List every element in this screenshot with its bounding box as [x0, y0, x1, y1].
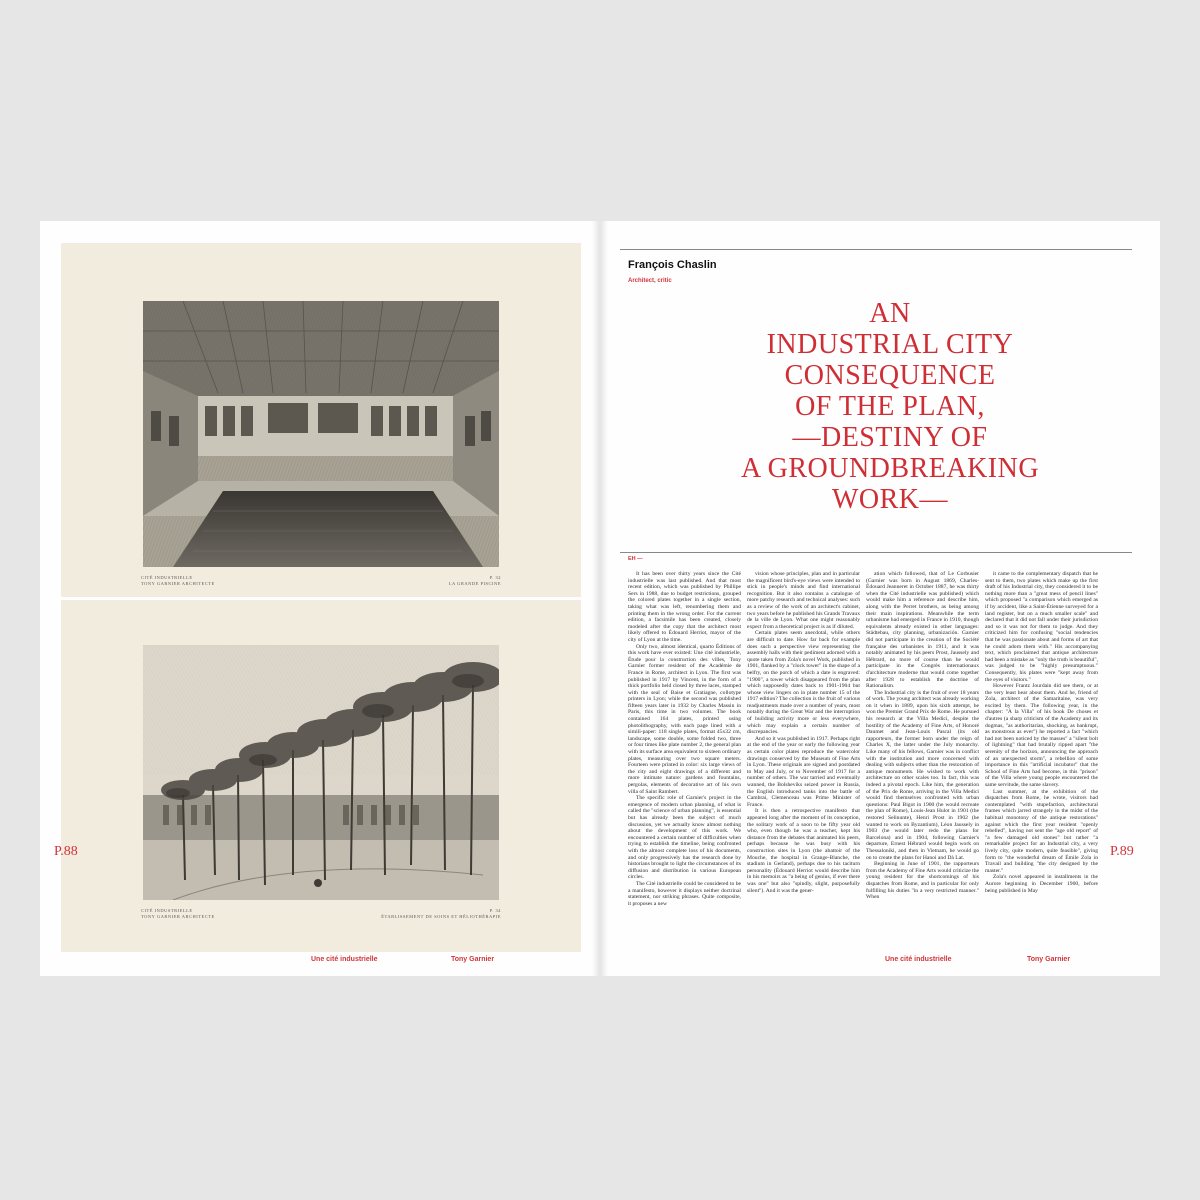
plate-1-caption-number: P. 32 [489, 575, 501, 580]
text-column-1 [628, 571, 741, 961]
section-tag: EH — [628, 556, 643, 562]
paragraph: Certain plates seem anecdotal, while others are difficult to date. How far back for example does such a perspective view representing the assembly halls with their pediment adorned with a quote taken from Zola's novel Work, published in 1901, flanked by a "clock tower" in the shape of a belfry, on the porch of which a date is engraved: "1900", a tower which disappeared from the plan which supposedly dates back to 1901-1904 but whose view lingers on in plate number 15 of the 1917 edition? The collection is the fruit of various readjustments made over a number of years, most notably during the Great War and the interruption of building activity more or less everywhere, which may explain a certain number of discrepancies. [747, 630, 860, 736]
paragraph: However Frantz Jourdain did see them, or at the very least hear about them. And he, friend of Zola, architect of the Samaritaine, was very excited by them. The following year, in the chapter: "À la Villa" of his book De choses et d'autres (a sharp criticism of the Academy and its dogmas, "as authoritarian, shocking, as bankrupt, as monstrous as ever") he reported a fact "which had not been noticed by the masses" a "silent bolt of lightning" that had brutally ripped apart "the serenity of the horizon, announcing the approach of an unexpected storm", a rebellion of some importance in this "artificial incubator" that the School of Fine Arts had become, in this "prison" of the Villa where young people encountered the same servitude, the same slavery. [985, 683, 1098, 788]
title-line: INDUSTRIAL CITY [766, 329, 1014, 360]
paragraph: It is then a retrospective manifesto that appeared long after the moment of its conception, the solitary work of a soon to be fifty year old who, even though he was a teacher, kept his distance from the debates that animated his peers, perhaps because he was busy with his construction sites in Lyon (the abattoir of the Mouche, the hospital in Grange-Blanche, the stadium in Gerland), perhaps due to his taciturn personality (Édouard Herriot would describe him in his memoirs as "a being of genius, if ever there was one" but also "spindly, slight, purposefully silent"). And it was the gener- [747, 808, 860, 894]
title-line: WORK— [831, 484, 949, 515]
left-page [40, 221, 600, 976]
paragraph: vision whose principles, plan and in particular the magnificent bird's-eye views were intended to stick in people's minds and find international recognition. But it also contains a catalogue of more patchy research and technical analyses: such as a review of the work of an architect's cabinet, two years before he published his Grands Travaux de la ville de Lyon. What one might reasonably expect from a theoretical project is as if diluted. [747, 571, 860, 630]
plate-2-caption-architect: TONY GARNIER ARCHITECTE [141, 914, 215, 919]
paragraph: The Cité industrielle could be considered to be a manifesto, however it displays neither doctrinal statement, nor striking phrases. Quite composite, it proposes a new [628, 880, 741, 907]
right-page [600, 221, 1160, 976]
top-rule [620, 249, 1132, 250]
paragraph: it came to the complementary dispatch that he sent to them, two plates which make up the first draft of his Industrial city, they considered it to be nothing more than a "great mess of pencil lines" which proposed "a comparison which emerged as if by accident, like a Saint-Étienne surveyed for a land register, but on a much smaller scale" and declared that it did not fall under their jurisdiction and so it was not for them to judge. And they criticized him for confusing "social tendencies that he was passionate about and forms of art that he could adorn them with." His accompanying text, which proclaimed that antique architecture had been a mistake as "only the truth is beautiful", was judged to be "highly presumptuous." Consequently, his plates were "kept away from the eyes of visitors." [985, 571, 1098, 683]
title-line: A GROUNDBREAKING [740, 453, 1040, 484]
text-column-3 [866, 571, 979, 961]
swimming-pool-engraving [143, 301, 499, 567]
paragraph: It has been over thirty years since the Cité industrielle was last published. And that most recent edition, which was published by Phillipe Sers in 1988, due to budget restrictions, grouped the colored plates together in a single section, taking what was left, renumbering them and printing them in the wrong order. For the current edition, a facsimile has been created, closely modeled after the copy that the architect most likely offered to Édouard Herriot, mayor of the city of Lyon at the time. [628, 571, 741, 643]
heliotherapy-engraving [143, 645, 499, 900]
author-name: François Chaslin [628, 259, 717, 271]
left-folio: P.88 [54, 844, 78, 859]
plate-2-caption-number: P. 34 [489, 908, 501, 913]
plate-1-caption-architect: TONY GARNIER ARCHITECTE [141, 581, 215, 586]
title-line: —DESTINY OF [792, 422, 988, 453]
plate-2-caption-series: CITÉ INDUSTRIELLE [141, 908, 193, 913]
left-footer-book-title: Une cité industrielle [311, 956, 378, 963]
plate-1-caption-series: CITÉ INDUSTRIELLE [141, 575, 193, 580]
article-title [680, 298, 1100, 515]
section-rule [620, 552, 1132, 553]
plate-1-caption-title: LA GRANDE PISCINE [448, 581, 501, 586]
paragraph: Zola's novel appeared in installments in the Aurore beginning in December 1900, before being published in May [985, 874, 1098, 894]
left-footer-author: Tony Garnier [451, 956, 495, 963]
title-line: OF THE PLAN, [795, 391, 985, 422]
author-role: Architect, critic [628, 278, 672, 284]
text-column-4 [985, 571, 1098, 961]
title-line: AN [869, 298, 911, 329]
paragraph: ation which followed, that of Le Corbusier (Garnier was born in August 1869, Charles-Édouard Jeanneret in October 1887, he was thirty when the Cité industrielle was published) which would make him a reference and describe him, along with the Perret brothers, as being among their main inspirations. Meanwhile the term urbanisme had emerged in France in 1910, though equivalents already existed in other languages: Städtebau, city planning, urbanización. Garnier did not participate in the creation of the Société française des urbanistes in 1911, and it was notably animated by his peers Prost, Jaussely and Hébrard, no more of course than he would participate in the Congrès internationaux d'architecture moderne that would come together after 1928 to establish the doctrine of Rationalism. [866, 571, 979, 690]
paragraph: The Industrial city is the fruit of over 18 years of work. The young architect was already working on it when in 1889, upon his sixth attempt, he won the Premier Grand Prix de Rome. He pursued his research at the Villa Medici, despite the hostility of the Academy of Fine Arts, of Honoré Daumet and Jean-Louis Pascal (its old rapporteurs, the former born under the reign of Charles X, the latter under the July monarchy. Like many of his fellows, Garnier was in conflict with the institution and more concerned with dealing with subjects other than the restoration of antique monuments. He wished to work with architecture on other scales too. In fact, this was indeed a pivotal epoch. Like him, the generation of the Prix de Rome, arriving in the Villa Medici would find themselves confronted with urban questions: Paul Bigot in 1900 (he would recreate the plan of Rome), Louis-Jean Hulot in 1901 (the restored Selinunte), Henri Prost in 1902 (he wanted to work on Byzantium), Léon Jaussely in 1903 (he would later redo the plans for Barcelona) and in 1904, following Garnier's departure, Ernest Hébrard would begin work on Thessaloniki, and then in Vietnam, he would go on to create the plans for Hanoi and Dà Lat. [866, 689, 979, 861]
paragraph: And so it was published in 1917. Perhaps right at the end of the year or early the following year as certain color plates reproduce the watercolor drawings conserved by the Museum of Fine Arts in Lyon. These originals are signed and postdated to May and July, or to November of 1917 for a number of others. The war tarried and eventually wanned, the Bolsheviks seized power in Russia, the English introduced tanks into the battle of Cambrai, Clemenceau was Prime Minister of France. [747, 735, 860, 808]
book-gutter [592, 221, 608, 976]
right-folio: P.89 [1110, 844, 1134, 859]
paragraph: The specific role of Garnier's project in the emergence of modern urban planning, of what is called the "science of urban planning", is essential but has already been the subject of much discussion, yet we actually know almost nothing about the development of this work. We encountered a certain number of difficulties when trying to establish the timeline, being confronted with the almost complete loss of his documents, and only progressively has the research done by historians brought to light the circumstances of its diffusion and distribution in various European circles. [628, 795, 741, 881]
paragraph: Only two, almost identical, quarto Éditions of this work have ever existed: Une cité industrielle, Étude pour la construction des villes, Tony Garnier former resident of the Académie de France in Rome, architect in Lyon. The first was published in 1917 by Vincent, in the form of a thick portfolio held closed by three laces, stamped with the seal of Baise et Gratiagne, collotype printers in Lyon; while the second was published fifteen years later in 1932 by Charles Massin in Paris, this time in two volumes. The book contained 164 plates, printed using photolithography, with each page lined with a simili-paper: 118 single plates, format 45x32 cm, landscape, some double, some folded two, three or four times like plate number 2, the general plan with its surface area equivalent to sixteen ordinary plates, measuring over two square meters. Fourteen were printed in color: six large views of the city and eight drawings of a different and more intimate nature: gardens and fountains, pergolas, elements of decorative art of his own villa of Saint Rambert. [628, 643, 741, 795]
plate-2-caption-title: ÉTABLISSEMENT DE SOINS ET HÉLIOTHÉRAPIE [381, 914, 501, 919]
plate-swimming-pool [61, 243, 581, 597]
right-footer-book-title: Une cité industrielle [885, 956, 952, 963]
text-column-2 [747, 571, 860, 961]
paragraph: Beginning in June of 1901, the rapporteurs from the Academy of Fine Arts would criticize the young resident for the shortcomings of his dispatches from Rome, and in particular for only fulfilling his duties "in a very restricted manner." When [866, 861, 979, 901]
paragraph: Last summer, at the exhibition of the dispatches from Rome, he wrote, visitors had contemplated "with stupefaction, architectural frames which jarred strangely in the midst of the habitual monotony of the antique restorations" against which the first year resident "openly rebelled", having not sent the "age old report" of "a few damaged old stones" but rather "a remarkable project for an Industrial city, a very lively city, quite modern, quite feasible", giving form to "the wonderful dream of Émile Zola in Travail and building "the city designed by the master." [985, 788, 1098, 874]
plate-heliotherapy [61, 600, 581, 952]
title-line: CONSEQUENCE [784, 360, 996, 391]
right-footer-author: Tony Garnier [1027, 956, 1071, 963]
